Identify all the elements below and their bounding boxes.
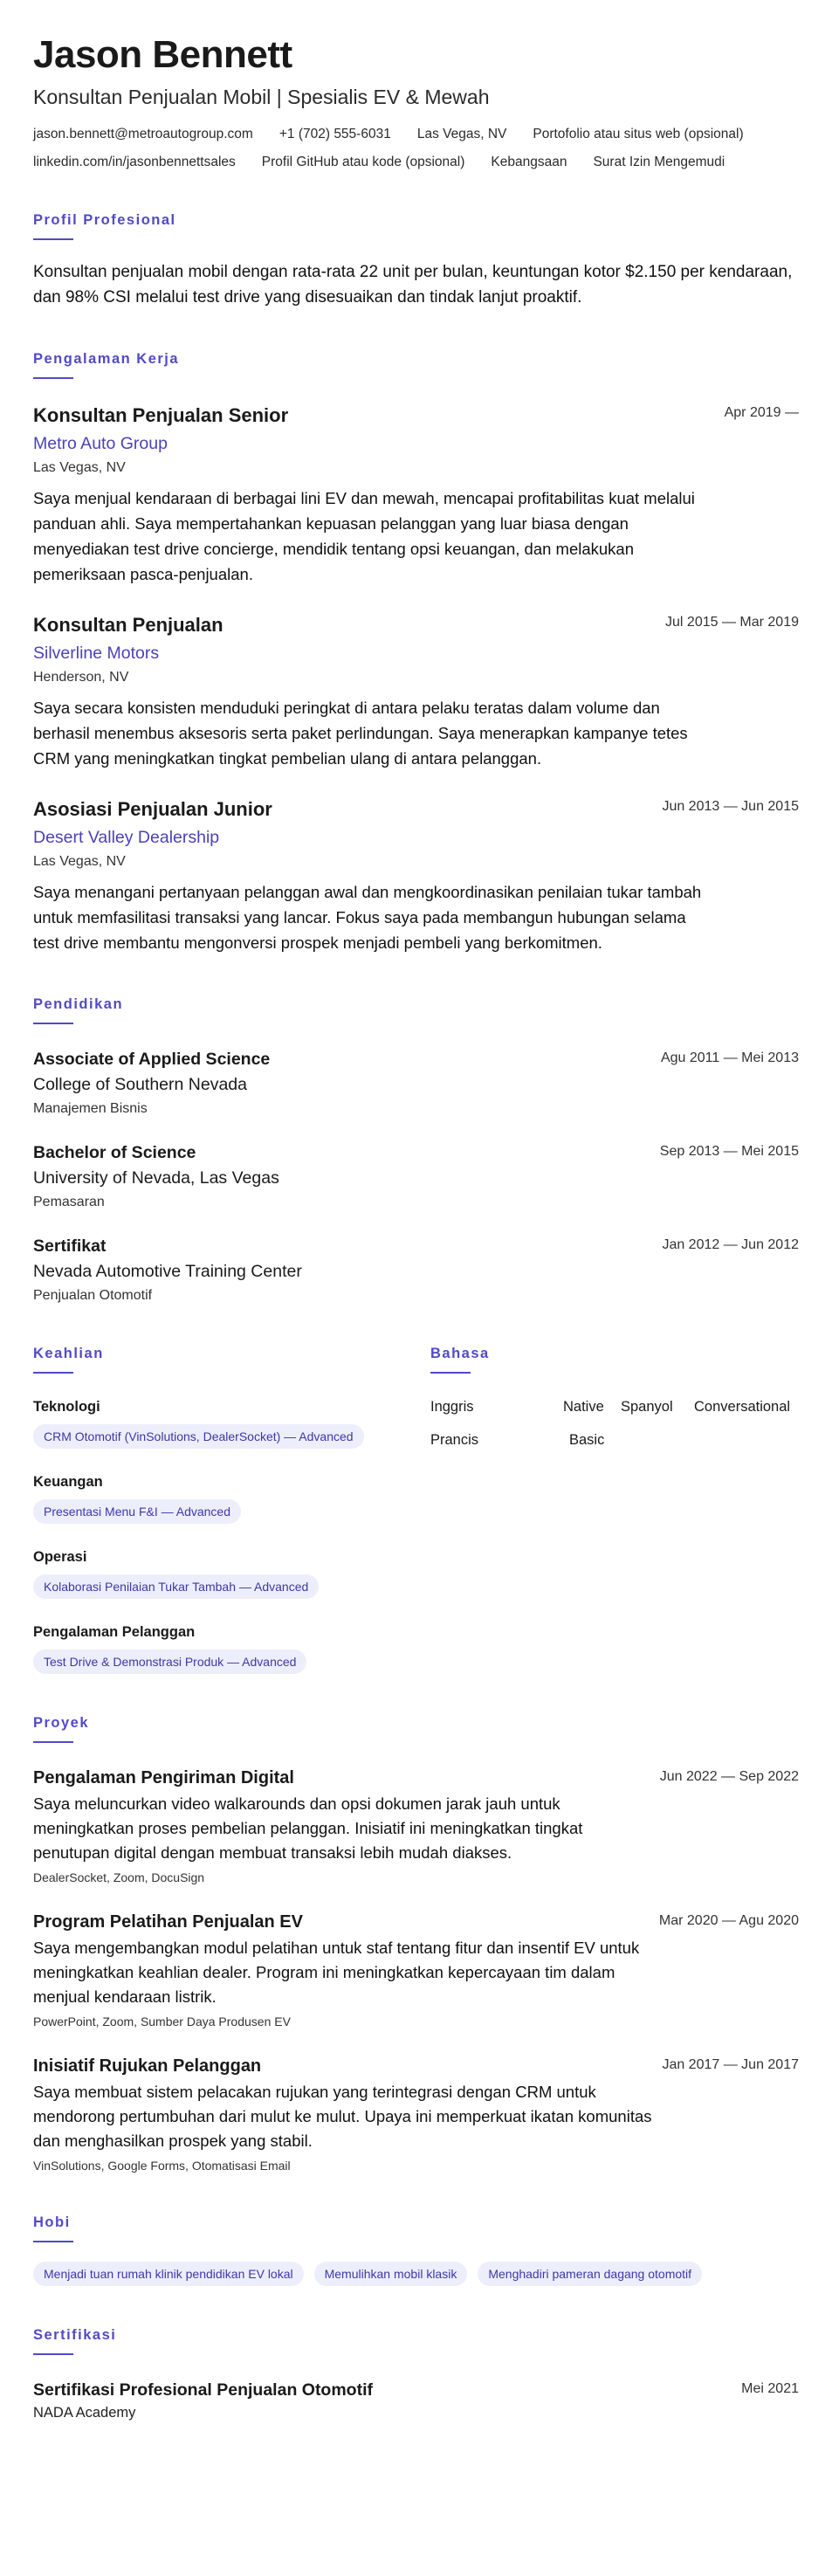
experience-date: Jun 2013 — Jun 2015 [662, 799, 799, 814]
experience-location: Las Vegas, NV [33, 460, 126, 475]
education-date: Agu 2011 — Mei 2013 [660, 1050, 799, 1065]
section-title-skills: Keahlian [33, 1346, 104, 1361]
skill-category: Keuangan [33, 1474, 103, 1490]
project-tech: PowerPoint, Zoom, Sumber Daya Produsen EV [33, 2015, 291, 2028]
language-name: Inggris [430, 1399, 474, 1415]
experience-description: Saya secara konsisten menduduki peringkat di antara pelaku teratas dalam volume dan berhasil menembus aksesoris serta paket perlindungan. Saya menerapkan kampanye tetes CRM yang meningkatkan tingkat pembelian ulang di antara pelanggan. [33, 699, 688, 768]
candidate-subtitle: Konsultan Penjualan Mobil | Spesialis EV & Mewah [33, 86, 490, 108]
project-tech: VinSolutions, Google Forms, Otomatisasi Email [33, 2159, 291, 2173]
skill-group [33, 1398, 430, 1449]
education-school: College of Southern Nevada [33, 1075, 247, 1094]
project-item [33, 1911, 799, 2029]
profile-summary: Konsultan penjualan mobil dengan rata-rata 22 unit per bulan, keuntungan kotor $2.150 per kendaraan, dan 98% CSI melalui test drive yang disesuaikan dan tindak lanjut proaktif. [33, 263, 793, 307]
hobby-chip: Memulihkan mobil klasik [314, 2262, 468, 2286]
project-date: Mar 2020 — Agu 2020 [658, 1913, 799, 1928]
languages-column [430, 1345, 799, 1674]
experience-date: Jul 2015 — Mar 2019 [665, 615, 799, 630]
section-rule [33, 2241, 73, 2242]
skill-chip: Presentasi Menu F&I — Advanced [33, 1499, 241, 1524]
certifications-list [33, 2380, 799, 2421]
experience-role: Asosiasi Penjualan Junior [33, 798, 272, 820]
education-field: Pemasaran [33, 1195, 105, 1209]
projects-list [33, 1767, 799, 2173]
project-name: Program Pelatihan Penjualan EV [33, 1912, 303, 1932]
project-date: Jun 2022 — Sep 2022 [659, 1769, 799, 1784]
experience-role: Konsultan Penjualan Senior [33, 404, 289, 426]
experience-date: Apr 2019 — [724, 405, 799, 420]
language-name: Prancis [430, 1432, 479, 1448]
contact-email[interactable]: jason.bennett@metroautogroup.com [33, 127, 253, 141]
project-name: Pengalaman Pengiriman Digital [33, 1768, 294, 1787]
contact-linkedin[interactable]: linkedin.com/in/jasonbennettsales [33, 155, 236, 169]
education-school: University of Nevada, Las Vegas [33, 1168, 279, 1188]
section-title-hobbies: Hobi [33, 2214, 71, 2230]
experience-company: Metro Auto Group [33, 434, 168, 453]
experience-company: Desert Valley Dealership [33, 828, 220, 847]
hobby-chip: Menghadiri pameran dagang otomotif [478, 2262, 702, 2286]
skill-group [33, 1473, 430, 1524]
skill-group [33, 1623, 430, 1674]
section-title-education: Pendidikan [33, 996, 124, 1012]
skill-chip: Kolaborasi Penilaian Tukar Tambah — Advanced [33, 1574, 319, 1599]
education-item [33, 1049, 799, 1118]
skill-chip: CRM Otomotif (VinSolutions, DealerSocket) — Advanced [33, 1424, 364, 1449]
skills-list [33, 1398, 430, 1674]
section-title-languages: Bahasa [430, 1346, 490, 1361]
contact-portfolio[interactable]: Portofolio atau situs web (opsional) [533, 127, 744, 141]
education-item [33, 1236, 799, 1305]
language-level: Native [563, 1399, 604, 1415]
certification-date: Mei 2021 [741, 2381, 799, 2396]
certifications-section [33, 2326, 799, 2421]
education-item [33, 1142, 799, 1211]
experience-description: Saya menjual kendaraan di berbagai lini EV dan mewah, mencapai profitabilitas kuat melalui panduan ahli. Saya mempertahankan kepuasan pelanggan yang luar biasa dengan menyediakan test drive concierge, mendidik tentang opsi keuangan, dan melakukan pemeriksaan pasca-penjualan. [33, 489, 695, 583]
education-list [33, 1049, 799, 1305]
certification-item [33, 2380, 799, 2421]
education-section [33, 995, 799, 1305]
section-rule [33, 377, 73, 379]
skill-category: Teknologi [33, 1399, 100, 1415]
skills-column [33, 1345, 430, 1674]
experience-section [33, 350, 799, 955]
section-rule [33, 1741, 73, 1743]
contact-nationality: Kebangsaan [491, 155, 567, 169]
section-rule [33, 1023, 73, 1024]
experience-list [33, 403, 799, 955]
language-row [430, 1431, 799, 1449]
language-row [430, 1398, 799, 1415]
experience-item [33, 613, 799, 771]
skills-languages-section [33, 1345, 799, 1674]
contact-list [33, 126, 799, 171]
languages-list [430, 1398, 799, 1449]
education-date: Sep 2013 — Mei 2015 [659, 1144, 799, 1159]
education-degree: Associate of Applied Science [33, 1050, 271, 1069]
section-title-experience: Pengalaman Kerja [33, 351, 180, 367]
experience-location: Las Vegas, NV [33, 854, 126, 869]
project-item [33, 1767, 799, 1885]
contact-phone[interactable]: +1 (702) 555-6031 [278, 127, 391, 141]
skill-chip: Test Drive & Demonstrasi Produk — Advanced [33, 1650, 306, 1674]
skill-category: Pengalaman Pelanggan [33, 1624, 196, 1640]
experience-description: Saya menangani pertanyaan pelanggan awal dan mengkoordinasikan penilaian tukar tambah untuk memfasilitasi transaksi yang lancar. Fokus saya pada membangun hubungan selama test drive membantu mengonversi prospek menjadi pembeli yang berkomitmen. [33, 883, 702, 952]
education-school: Nevada Automotive Training Center [33, 1262, 302, 1281]
experience-location: Henderson, NV [33, 670, 129, 685]
project-name: Inisiatif Rujukan Pelanggan [33, 2056, 262, 2076]
section-rule [33, 2353, 73, 2355]
experience-role: Konsultan Penjualan [33, 614, 223, 636]
language-level: Conversational [694, 1399, 791, 1415]
education-degree: Bachelor of Science [33, 1143, 196, 1162]
hobby-chip: Menjadi tuan rumah klinik pendidikan EV lokal [33, 2262, 304, 2286]
education-field: Manajemen Bisnis [33, 1101, 148, 1116]
education-field: Penjualan Otomotif [33, 1288, 153, 1303]
hobbies-section [33, 2214, 799, 2286]
contact-location: Las Vegas, NV [416, 127, 507, 141]
section-rule [33, 1372, 73, 1374]
hobbies-list [33, 2262, 799, 2286]
section-rule [33, 238, 73, 240]
certification-name: Sertifikasi Profesional Penjualan Otomotif [33, 2380, 374, 2400]
section-title-projects: Proyek [33, 1715, 90, 1731]
education-date: Jan 2012 — Jun 2012 [662, 1237, 799, 1252]
experience-item [33, 403, 799, 587]
project-description: Saya membuat sistem pelacakan rujukan yang terintegrasi dengan CRM untuk mendorong pertumbuhan dari mulut ke mulut. Upaya ini memperkuat ikatan komunitas dan menghasilkan prospek yang stabil. [33, 2083, 652, 2150]
language-name: Spanyol [621, 1399, 673, 1415]
skill-group [33, 1548, 430, 1599]
project-description: Saya meluncurkan video walkarounds dan opsi dokumen jarak jauh untuk meningkatkan proses pembelian pelanggan. Inisiatif ini meningkatkan tingkat penutupan digital dengan membuat transaksi lebih mudah diakses. [33, 1794, 583, 1862]
project-date: Jan 2017 — Jun 2017 [662, 2057, 799, 2072]
profile-section [33, 211, 799, 310]
projects-section [33, 1714, 799, 2173]
education-degree: Sertifikat [33, 1236, 107, 1256]
experience-company: Silverline Motors [33, 644, 160, 663]
candidate-name: Jason Bennett [33, 33, 292, 76]
section-title-certifications: Sertifikasi [33, 2327, 117, 2343]
project-description: Saya mengembangkan modul pelatihan untuk staf tentang fitur dan insentif EV untuk meningkatkan keahlian dealer. Program ini meningkatkan kepercayaan tim dalam menjual kendaraan listrik. [33, 1939, 640, 2006]
experience-item [33, 797, 799, 955]
contact-driving-license: Surat Izin Mengemudi [593, 155, 725, 169]
contact-github[interactable]: Profil GitHub atau kode (opsional) [261, 155, 465, 169]
language-level: Basic [569, 1432, 605, 1448]
skill-category: Operasi [33, 1549, 87, 1565]
certification-issuer: NADA Academy [33, 2405, 136, 2421]
section-title-profile: Profil Profesional [33, 212, 176, 228]
section-rule [430, 1372, 471, 1374]
project-tech: DealerSocket, Zoom, DocuSign [33, 1870, 205, 1884]
project-item [33, 2056, 799, 2173]
